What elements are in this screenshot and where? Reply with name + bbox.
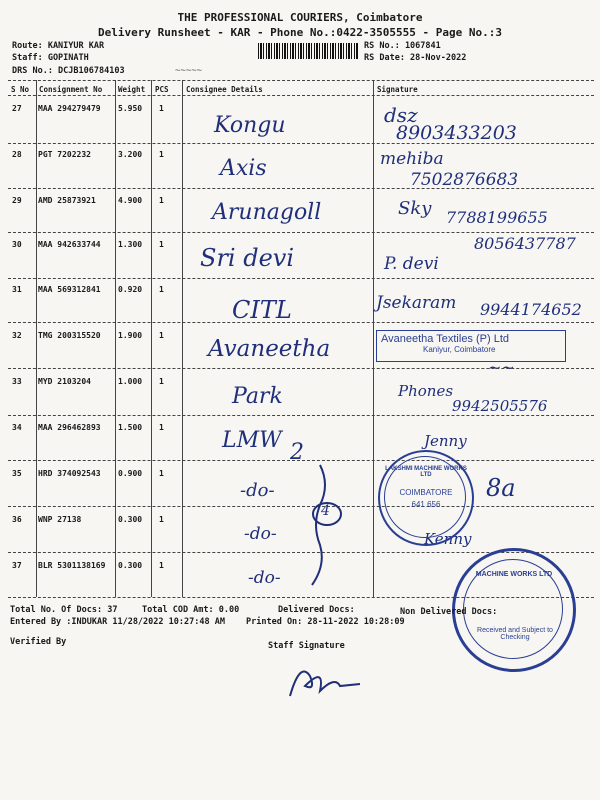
total-docs: Total No. Of Docs: 37 xyxy=(10,605,118,615)
col-divider xyxy=(115,80,116,597)
stamp-ring-text: LAKSHMI MACHINE WORKS LTD xyxy=(385,466,467,478)
barcode xyxy=(258,43,358,59)
signature-scribble: P. devi xyxy=(384,254,439,274)
row-sno: 36 xyxy=(12,515,22,524)
row-consignment: MAA 942633744 xyxy=(38,240,101,249)
col-header-consignee: Consignee Details xyxy=(186,85,263,94)
row-consignee-handwritten: Park xyxy=(232,384,283,409)
row-consignee-handwritten: LMW xyxy=(222,428,282,453)
col-header-signature: Signature xyxy=(377,85,418,94)
total-cod: Total COD Amt: 0.00 xyxy=(142,605,240,615)
lakshmi-round-stamp xyxy=(378,450,474,546)
stamp-line-1: Avaneetha Textiles (P) Ltd xyxy=(381,333,510,345)
row-weight: 5.950 xyxy=(118,104,143,113)
non-delivered-docs: Non Delivered Docs: xyxy=(400,607,498,617)
row-sno: 31 xyxy=(12,285,22,294)
row-pcs: 1 xyxy=(159,331,164,340)
row-sno: 30 xyxy=(12,240,22,249)
row-consignee-handwritten: Axis xyxy=(220,156,267,181)
stamp-note: Received and Subject to Checking xyxy=(477,627,553,641)
stamp-city: COIMBATORE xyxy=(399,488,453,497)
row-pcs: 1 xyxy=(159,104,164,113)
row-signature-phone: 9944174652 xyxy=(480,300,582,319)
row-sno: 34 xyxy=(12,423,22,432)
signature-scribble: dsz xyxy=(384,103,418,127)
printed-on: Printed On: 28-11-2022 10:28:09 xyxy=(246,617,405,627)
row-signature-phone: 7502876683 xyxy=(410,170,519,190)
delivered-docs: Delivered Docs: xyxy=(278,605,355,615)
row-consignment: WNP 27138 xyxy=(38,515,82,524)
row-consignment: MAA 296462893 xyxy=(38,423,101,432)
signature-scribble: Phones xyxy=(398,382,454,400)
row-weight: 0.920 xyxy=(118,285,143,294)
row-sno: 29 xyxy=(12,196,22,205)
row-consignment: MAA 569312841 xyxy=(38,285,101,294)
row-rule xyxy=(8,143,594,144)
entered-by: Entered By :INDUKAR 11/28/2022 10:27:48 AM xyxy=(10,617,225,627)
row-consignee-handwritten: Arunagoll xyxy=(212,200,322,225)
row-signature-phone: 9942505576 xyxy=(452,397,548,415)
row-consignee-handwritten: -do- xyxy=(240,480,275,501)
signature-scribble: ~~ xyxy=(488,358,515,377)
row-weight: 1.500 xyxy=(118,423,143,432)
row-rule xyxy=(8,278,594,279)
row-weight: 4.900 xyxy=(118,196,143,205)
avaneetha-stamp xyxy=(376,330,566,362)
col-divider xyxy=(36,80,37,597)
signature-scribble: Kenny xyxy=(424,530,472,548)
row-pcs: 1 xyxy=(159,561,164,570)
row-weight: 1.300 xyxy=(118,240,143,249)
row-consignment: HRD 374092543 xyxy=(38,469,101,478)
row-consignment: MYD 2103204 xyxy=(38,377,91,386)
col-header-sno: S No xyxy=(11,85,30,94)
signature-scribble: 8a xyxy=(486,474,516,502)
route-label: Route: KANIYUR KAR xyxy=(12,41,105,51)
row-sno: 28 xyxy=(12,150,22,159)
row-sno: 27 xyxy=(12,104,22,113)
row-consignee-handwritten: Avaneetha xyxy=(208,336,331,362)
staff-signature xyxy=(280,656,370,706)
row-rule xyxy=(8,368,594,369)
row-pcs: 1 xyxy=(159,469,164,478)
row-consignment: BLR 5301138169 xyxy=(38,561,106,570)
row-signature-phone: 8903433203 xyxy=(396,122,517,144)
signature-scribble: Jenny xyxy=(424,432,467,450)
row-consignment: MAA 294279479 xyxy=(38,104,101,113)
stamp-pin: 641 656 xyxy=(411,500,441,509)
row-rule xyxy=(8,188,594,189)
row-weight: 0.300 xyxy=(118,561,143,570)
staff-signature-label: Staff Signature xyxy=(268,641,345,651)
row-signature-phone: 7788199655 xyxy=(446,208,548,227)
signature-scribble: mehiba xyxy=(380,149,444,169)
header-rule-top xyxy=(8,80,594,81)
header-rule-bottom xyxy=(8,95,594,96)
verified-by: Verified By xyxy=(10,637,67,647)
row-pcs: 1 xyxy=(159,196,164,205)
row-consignment: PGT 7202232 xyxy=(38,150,91,159)
stamp-ring-text: MACHINE WORKS LTD xyxy=(475,571,553,578)
signature-scribble: Sky xyxy=(398,198,432,219)
row-sno: 37 xyxy=(12,561,22,570)
row-pcs: 1 xyxy=(159,285,164,294)
row-weight: 1.900 xyxy=(118,331,143,340)
row-rule xyxy=(8,232,594,233)
row-pcs: 1 xyxy=(159,150,164,159)
row-sno: 35 xyxy=(12,469,22,478)
bracket-note: 2 xyxy=(290,440,304,465)
col-header-consignment: Consignment No xyxy=(39,85,103,94)
row-pcs: 1 xyxy=(159,423,164,432)
row-rule xyxy=(8,322,594,323)
row-pcs: 1 xyxy=(159,515,164,524)
row-signature-phone: 8056437787 xyxy=(474,234,576,253)
row-pcs: 1 xyxy=(159,377,164,386)
stamp-line-2: Kaniyur, Coimbatore xyxy=(423,345,496,354)
col-header-weight: Weight xyxy=(118,85,146,94)
company-title: THE PROFESSIONAL COURIERS, Coimbatore xyxy=(177,11,423,24)
row-consignee-handwritten: -do- xyxy=(244,524,277,544)
drs-label: DRS No.: DCJB106784103 xyxy=(12,66,125,76)
barcode-squiggle: ~~~~~ xyxy=(175,66,203,76)
col-divider xyxy=(182,80,183,597)
row-weight: 0.900 xyxy=(118,469,143,478)
staff-label: Staff: GOPINATH xyxy=(12,53,89,63)
row-sno: 32 xyxy=(12,331,22,340)
row-pcs: 1 xyxy=(159,240,164,249)
row-consignee-handwritten: -do- xyxy=(248,568,281,588)
col-divider xyxy=(151,80,152,597)
runsheet-subtitle: Delivery Runsheet - KAR - Phone No.:0422-3505555 - Page No.:3 xyxy=(98,26,502,39)
row-consignee-handwritten: CITL xyxy=(232,296,292,324)
rs-date: RS Date: 28-Nov-2022 xyxy=(364,53,467,63)
row-weight: 0.300 xyxy=(118,515,143,524)
col-header-pcs: PCS xyxy=(155,85,169,94)
row-sno: 33 xyxy=(12,377,22,386)
row-consignment: AMD 25873921 xyxy=(38,196,96,205)
row-weight: 1.000 xyxy=(118,377,143,386)
signature-scribble: Jsekaram xyxy=(376,293,457,313)
row-consignment: TMG 200315520 xyxy=(38,331,101,340)
count-note: 4 xyxy=(321,503,330,519)
row-consignee-handwritten: Sri devi xyxy=(200,244,295,272)
rs-number: RS No.: 1067841 xyxy=(364,41,441,51)
row-weight: 3.200 xyxy=(118,150,143,159)
row-consignee-handwritten: Kongu xyxy=(214,113,286,138)
col-divider xyxy=(373,80,374,597)
row-rule xyxy=(8,415,594,416)
